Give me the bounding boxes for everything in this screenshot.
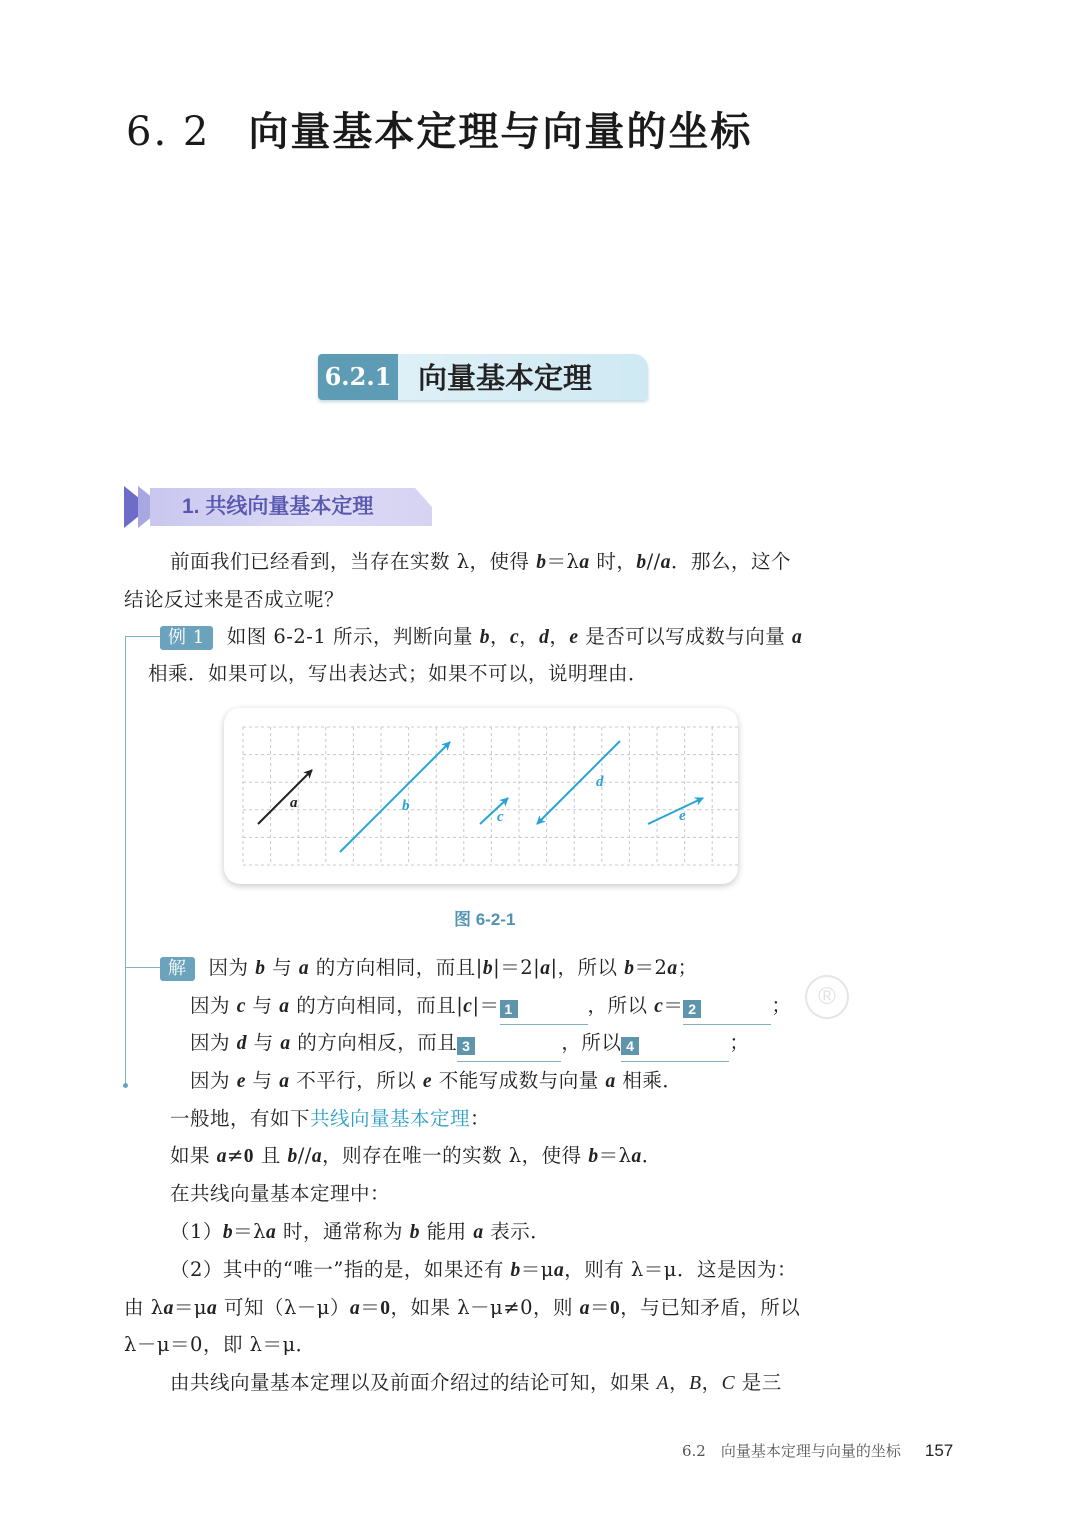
theorem-point-1: （1）b＝λa 时，通常称为 b 能用 a 表示． <box>170 1220 551 1243</box>
chapter-title <box>126 100 752 157</box>
vector-label-a: a <box>290 795 298 811</box>
running-head: 6.2 向量基本定理与向量的坐标 <box>682 1442 901 1460</box>
theorem-in-text: 在共线向量基本定理中： <box>170 1182 391 1205</box>
theorem-statement: 如果 a≠0 且 b//a，则存在唯一的实数 λ，使得 b＝λa． <box>170 1144 662 1167</box>
example-bracket-line <box>125 636 126 1086</box>
vector-e <box>648 798 703 824</box>
intro-line-2: 结论反过来是否成立呢？ <box>124 588 345 611</box>
vector-label-d: d <box>596 774 604 790</box>
section-number: 6.2.1 <box>318 354 398 400</box>
theorem-point-2-line-1: （2）其中的“唯一”指的是，如果还有 b＝μa，则有 λ＝μ．这是因为： <box>170 1258 797 1281</box>
vector-label-c: c <box>497 809 504 825</box>
figure-caption: 图 6-2-1 <box>454 910 516 929</box>
chapter-title-text: 向量基本定理与向量的坐标 <box>248 108 753 155</box>
theorem-term: 共线向量基本定理 <box>310 1107 471 1130</box>
last-paragraph-line: 由共线向量基本定理以及前面介绍过的结论可知，如果 A，B，C 是三 <box>170 1371 782 1394</box>
chapter-number: 6. 2 <box>126 109 211 155</box>
vector-a <box>258 770 312 824</box>
intro-line-1: 前面我们已经看到，当存在实数 λ，使得 b＝λa 时，b//a．那么，这个 <box>170 550 791 573</box>
page-number: 157 <box>924 1441 954 1460</box>
theorem-point-2-line-2: 由 λa＝μa 可知（λ－μ）a＝0，如果 λ－μ≠0，则 a＝0，与已知矛盾，所以 <box>124 1296 801 1319</box>
theorem-point-2-line-3: λ－μ＝0，即 λ＝μ． <box>124 1333 316 1356</box>
blank-2[interactable]: 2 <box>683 996 771 1025</box>
solution-line-2: 因为 c 与 a 的方向相同，而且|c|＝ 1 ，所以 c＝ 2 ； <box>190 992 791 1025</box>
vector-b <box>340 742 450 852</box>
vector-label-b: b <box>402 798 410 814</box>
bracket-end-dot <box>123 1083 128 1088</box>
solution-line-4: 因为 e 与 a 不平行，所以 e 不能写成数与向量 a 相乘． <box>190 1069 683 1092</box>
theorem-lead: 一般地，有如下共线向量基本定理： <box>170 1107 491 1130</box>
blank-4[interactable]: 4 <box>621 1033 729 1062</box>
vector-c <box>480 798 508 824</box>
example-line-2: 相乘．如果可以，写出表达式；如果不可以，说明理由． <box>148 662 649 685</box>
page-footer <box>682 1440 953 1461</box>
solution-bracket-tick <box>125 967 161 968</box>
vector-label-e: e <box>679 808 686 824</box>
solution-tag: 解 <box>160 957 195 981</box>
solution-line-1: 解 因为 b 与 a 的方向相同，而且|b|＝2|a|，所以 b＝2a； <box>160 954 698 983</box>
section-title: 向量基本定理 <box>418 361 593 395</box>
registered-watermark: ® <box>805 975 849 1019</box>
example-tag: 例 1 <box>160 626 213 650</box>
example-bracket-tick <box>125 636 161 637</box>
blank-1[interactable]: 1 <box>500 996 588 1025</box>
grid-lines <box>243 727 738 865</box>
figure-vector-grid <box>224 708 738 884</box>
example-line-1: 例 1 如图 6-2-1 所示，判断向量 b，c，d，e 是否可以写成数与向量 a <box>160 623 802 652</box>
subsection-title: 1. 共线向量基本定理 <box>182 495 374 518</box>
blank-3[interactable]: 3 <box>457 1033 561 1062</box>
solution-line-3: 因为 d 与 a 的方向相反，而且 3 ，所以 4 ； <box>190 1029 749 1062</box>
